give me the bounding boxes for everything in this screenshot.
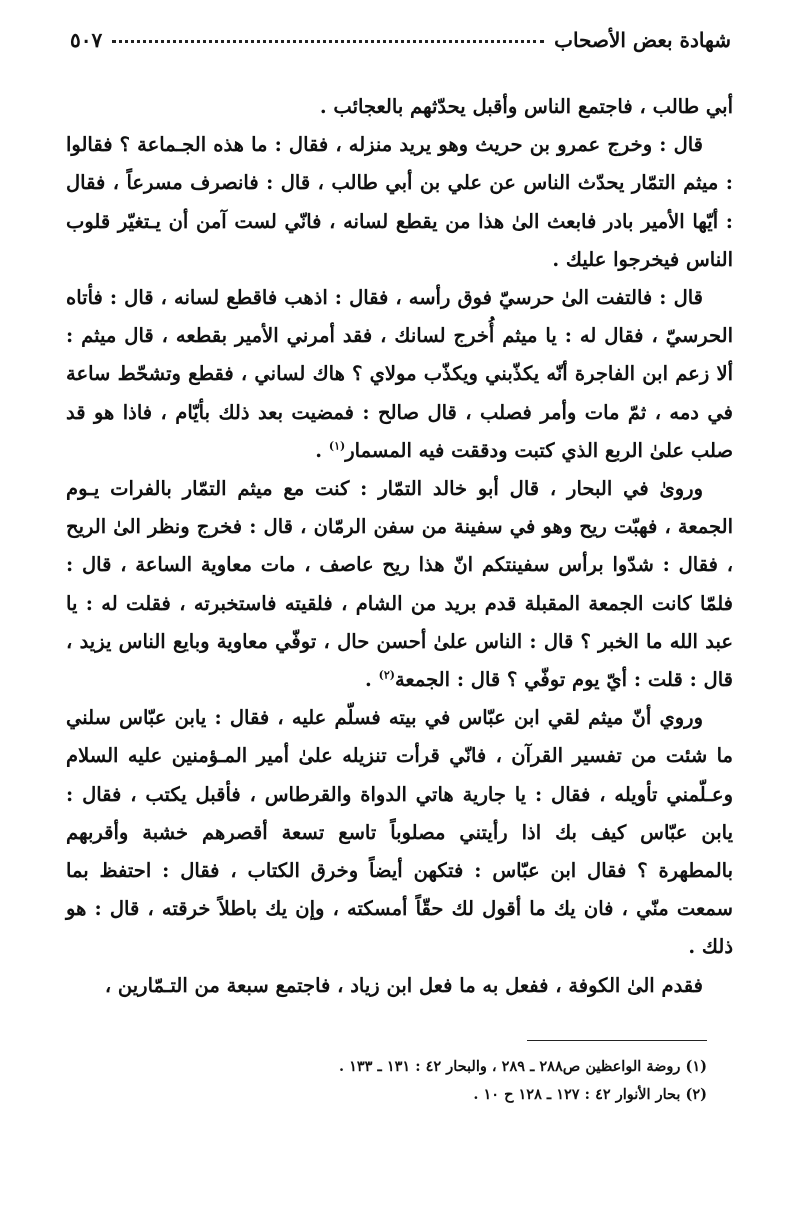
- footnote-ref-1: (١): [328, 439, 346, 453]
- page-number: ٥٠٧: [70, 28, 103, 52]
- paragraph-6-text: فقدم الىٰ الكوفة ، ففعل به ما فعل ابن زياد ، فاجتمع سبعة من التـمّارين ،: [104, 973, 703, 997]
- header-dot-leader: [112, 28, 544, 43]
- paragraph-1-text: أبي طالب ، فاجتمع الناس وأقبل يحدّثهم بالعجائب .: [319, 95, 733, 118]
- paragraph-5-text: وروي أنّ ميثم لقي ابن عبّاس في بيته فسلّم عليه ، فقال : يابن عبّاس سلني ما شئت من تفسير القرآن ، فانّي قرأت تنزيله علىٰ أمير المـؤمنين عليه السلام وعـلّمني تأويله ، فقال : يا جارية هاتي الدواة والقرطاس ، فأقبل يكتب ، فقال : يابن عبّاس كيف بك اذا رأيتني مصلوباً تاسع تسعة أقصرهم خشبة وأقربهم بالمطهرة ؟ فقال ابن عبّاس : فتكهن أيضاً وخرق الكتاب ، فقال : احتفظ بما سمعت منّي ، فان يك ما أقول لك حقّاً أمسكته ، وإن يك باطلاً خرقته ، قال : هو ذلك .: [66, 706, 733, 959]
- paragraph-5: [66, 699, 733, 966]
- paragraph-3-text: قال : فالتفت الىٰ حرسيّ فوق رأسه ، فقال : اذهب فاقطع لسانه ، قال : فأتاه الحرسيّ ، فقال له : يا ميثم أُخرج لسانك ، فقد أمرني الأمير بقطعه ، قال ميثم : ألا زعم ابن الفاجرة أنّه يكذّبني ويكذّب مولاي ؟ هاك لساني ، فقطع وتشحّط ساعة في دمه ، ثمّ مات وأمر فصلب ، قال صالح : فمضيت بعد ذلك بأيّام ، فاذا هو قد صلب علىٰ الربع الذي كتبت ودققت فيه المسمار: [66, 286, 733, 462]
- running-header: [70, 28, 731, 72]
- footnote-separator: [527, 1040, 707, 1041]
- footnote-1: (١) روضة الواعظين ص٢٨٨ ـ ٢٨٩ ، والبحار ٤٢ : ١٣١ ـ ١٣٣ .: [338, 1058, 707, 1075]
- footnotes: [66, 1053, 707, 1109]
- paragraph-2-text: قال : وخرج عمرو بن حريث وهو يريد منزله ، فقال : ما هذه الجـماعة ؟ فقالوا : ميثم التمّار يحدّث الناس عن علي بن أبي طالب ، قال : فانصرف مسرعاً ، فقال : أيّها الأمير بادر فابعث الىٰ هذا من يقطع لسانه ، فانّي لست آمن أن يـتغيّر قلوب الناس فيخرجوا عليك .: [66, 133, 733, 271]
- footnote-2: (٢) بحار الأنوار ٤٢ : ١٢٧ ـ ١٢٨ ح ١٠ .: [473, 1086, 707, 1103]
- paragraph-3-tail: .: [315, 438, 329, 462]
- paragraph-4-text: ورویٰ في البحار ، قال أبو خالد التمّار : كنت مع ميثم التمّار بالفرات يـوم الجمعة ، فهبّت ريح وهو في سفينة من سفن الرمّان ، قال : فخرج ونظر الىٰ الريح ، فقال : شدّوا برأس سفينتكم انّ هذا ريح عاصف ، مات معاوية الساعة ، قال : فلمّا كانت الجمعة المقبلة قدم بريد من الشام ، فلقيته فاستخبرته ، فقلت له : يا عبد الله ما الخبر ؟ قال : الناس علىٰ أحسن حال ، توفّي معاوية وبايع الناس يزيد ، قال : قلت : أيّ يوم توفّي ؟ قال : الجمعة: [66, 477, 733, 692]
- paragraph-6: [66, 967, 733, 1005]
- paragraph-3: [66, 279, 733, 470]
- paragraph-2: [66, 126, 733, 279]
- paragraph-1: [66, 88, 733, 126]
- footnote-ref-2: (٢): [378, 668, 395, 682]
- chapter-title: شهادة بعض الأصحاب: [554, 28, 731, 52]
- main-text: [66, 88, 733, 1005]
- paragraph-4-tail: .: [365, 668, 379, 692]
- paragraph-4: [66, 470, 733, 699]
